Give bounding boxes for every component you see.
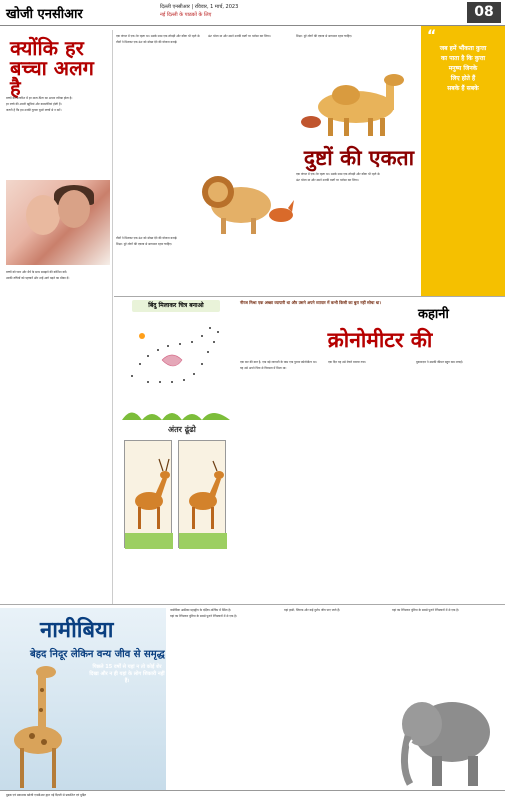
left-article-body-top: बच्चों की परवरिश में हर माता-पिता का अपना तरीका होता है। हर बच्चे की अपनी खूबियां और कमजोरियां होती हैं। जरूरी है कि हम उनकी तुलना दूसरे बच्चों से न करें। [6, 96, 73, 112]
dot-to-dot-puzzle [122, 316, 230, 398]
deer-picture-left [124, 440, 172, 548]
quote-sidebar [421, 26, 505, 296]
left-article-body: बच्चों को प्यार और धैर्य के साथ समझने की कोशिश करें। उनकी रुचियों को पहचानें और उन्हें आगे बढ़ने का मौका दें। [6, 270, 70, 280]
story-section-label: कहानी [418, 307, 449, 322]
story-headline: दुष्टों की एकता [303, 146, 415, 170]
deer-picture-right [178, 440, 226, 548]
bottom-section-divider [0, 604, 505, 605]
story-body-col4: एक जंगल में एक शेर रहता था। उसके साथ एक लोमड़ी और कौवा भी रहते थे। ऊंट भोला था और उसने उनकी बातों पर भरोसा कर लिया। [296, 172, 381, 182]
namibia-body-col2: यहां हाथी, जिराफ और कई दुर्लभ जीव पाए जाते हैं। [284, 608, 341, 612]
story-body-col1: एक जंगल में एक शेर रहता था। उसके साथ एक लोमड़ी और कौवा भी रहते थे। तीनों ने मिलकर एक ऊंट को धोखा देने की योजना बनाई। [116, 34, 201, 44]
issue-date: दिल्ली एनसीआर | रविवार, 1 मार्च, 2023 [160, 4, 239, 10]
puzzle-title: बिंदु मिलाकर चित्र बनाओ [132, 300, 220, 312]
namibia-body-col3: यहां का रेगिस्तान दुनिया के सबसे पुराने रेगिस्तानों में से एक है। [392, 608, 459, 612]
story-body-col2: ऊंट भोला था और उसने उनकी बातों पर भरोसा कर लिया। [208, 34, 271, 38]
imprint-footer: मुद्रक एवं प्रकाशक खोजी एनसीआर द्वारा नई दिल्ली से प्रकाशित एवं मुद्रित [0, 790, 505, 800]
page-number: 08 [467, 2, 501, 23]
left-article-headline: क्योंकि हर बच्चा अलग है [10, 36, 94, 100]
section-divider [114, 296, 505, 297]
elephant-image [392, 676, 500, 788]
giraffe-image [4, 660, 80, 790]
story-title: क्रोनोमीटर की [327, 328, 433, 352]
publication-title: खोजी एनसीआर [6, 7, 83, 22]
story-body-bottom: तीनों ने मिलकर एक ऊंट को धोखा देने की योजना बनाई। शिक्षा: बुरे लोगों की एकता से सावधान रहना चाहिए। [116, 236, 178, 246]
kahani-body-col3: दुकानदार ने उसकी कीमत बहुत कम लगाई। [416, 360, 463, 364]
edition-line: नई दिल्ली के पाठकों के लिए [160, 12, 212, 18]
story-intro: नीरज मिश्रा एक अच्छा व्यापारी था और उसने अपने व्यापार में कभी किसी का बुरा नहीं सोचा था। [240, 300, 381, 305]
sidebar-quote: जब हमें भौंकता कुत्ता का पाता है कि कुत्ता मनुष्य जिनके लिए होते हैं सबके हैं सबके [439, 45, 487, 92]
column-divider [112, 30, 113, 605]
puzzle-grass [122, 400, 230, 422]
mother-child-photo [6, 180, 110, 265]
masthead [0, 0, 505, 26]
namibia-body-col1: नामीबिया अफ्रीका महाद्वीप के दक्षिण-पश्चिम में स्थित है। यहां का रेगिस्तान दुनिया के सबसे पुराने रेगिस्तानों में से एक है। [170, 608, 237, 618]
namibia-title: नामीबिया [40, 618, 114, 643]
camel-illustration [296, 62, 416, 137]
spot-difference-title: अंतर ढूंढो [168, 425, 196, 434]
kahani-body-col1: एक बार की बात है, एक बड़े व्यापारी के पास एक पुराना क्रोनोमीटर था। वह उसे अपने पिता से विरासत में मिला था। [240, 360, 317, 370]
kahani-body-col2: एक दिन वह उसे बेचने बाजार गया। [328, 360, 366, 364]
lion-fox-illustration [196, 160, 296, 235]
namibia-blurb: पिछले 15 वर्षों से यहां न तो कोई शेर दिखा और न ही यहां के लोग शिकारी नहीं हैं। [89, 664, 165, 684]
quote-mark-icon: “ [427, 28, 437, 44]
namibia-subtitle: बेहद निदूर लेकिन वन्य जीव से समृद्ध [30, 649, 165, 660]
story-body-col3: शिक्षा: बुरे लोगों की एकता से सावधान रहना चाहिए। [296, 34, 353, 38]
